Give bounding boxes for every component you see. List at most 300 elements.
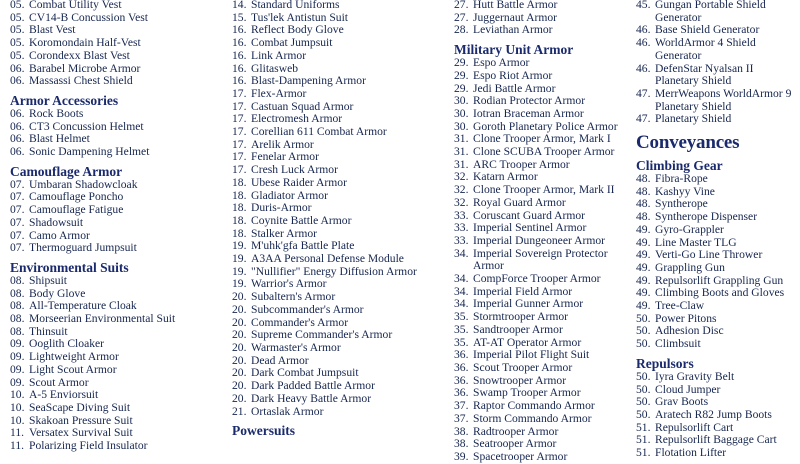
index-entry-title: Arelik Armor <box>251 137 314 151</box>
index-entry-title: Imperial Gunner Armor <box>473 297 584 311</box>
index-entry-title: Duris-Armor <box>251 201 312 215</box>
index-entry-title: Thermoguard Jumpsuit <box>29 241 137 255</box>
index-entry-list <box>454 57 628 464</box>
index-entry <box>232 0 446 12</box>
index-entry-page: 36. <box>454 348 469 362</box>
index-entry-title: "Nullifier" Energy Diffusion Armor <box>251 264 417 278</box>
index-entry-page: 19. <box>232 239 247 253</box>
subsection-heading: Climbing Gear <box>636 158 723 174</box>
index-entry-title: Blast Helmet <box>29 132 90 146</box>
index-entry-title: DefenStar Nyalsan II Planetary Shield <box>655 61 754 88</box>
index-entry-page: 30. <box>454 106 469 120</box>
index-entry <box>454 248 628 273</box>
index-entry <box>454 70 628 83</box>
index-entry-title: M'uhk'gfa Battle Plate <box>251 239 355 253</box>
index-entry <box>232 177 446 190</box>
index-entry <box>636 88 798 113</box>
index-entry-page: 11. <box>10 439 25 453</box>
index-entry-page: 36. <box>454 373 469 387</box>
index-entry <box>232 50 446 63</box>
index-entry-title: Grav Boots <box>655 395 709 409</box>
index-entry-page: 38. <box>454 424 469 438</box>
index-entry <box>232 37 446 50</box>
index-entry <box>636 173 798 186</box>
index-entry-title: Swamp Trooper Armor <box>473 386 581 400</box>
index-entry-page: 29. <box>454 56 469 70</box>
index-entry <box>454 413 628 426</box>
index-entry <box>232 304 446 317</box>
index-entry-page: 17. <box>232 163 247 177</box>
index-entry-page: 51. <box>636 433 651 447</box>
index-entry-page: 49. <box>636 222 651 236</box>
index-entry <box>454 57 628 70</box>
index-entry-page: 30. <box>454 94 469 108</box>
index-entry <box>636 0 798 24</box>
index-entry <box>636 409 798 422</box>
index-entry-list <box>10 0 224 88</box>
index-entry <box>232 164 446 177</box>
index-entry-page: 20. <box>232 340 247 354</box>
index-entry-title: Imperial Dungeoneer Armor <box>473 233 605 247</box>
subsection-heading: Repulsors <box>636 355 694 371</box>
index-entry-title: Gungan Portable Shield Generator <box>655 0 766 24</box>
index-entry-title: Koromondain Half-Vest <box>29 36 141 50</box>
index-entry-title: Commander's Armor <box>251 315 349 329</box>
index-entry-page: 29. <box>454 81 469 95</box>
index-entry <box>10 440 224 453</box>
index-entry-page: 14. <box>232 0 247 11</box>
index-entry-page: 36. <box>454 386 469 400</box>
index-entry-title: Leviathan Armor <box>473 23 553 37</box>
index-entry-page: 17. <box>232 137 247 151</box>
index-entry-title: Climbsuit <box>655 337 701 351</box>
index-entry-page: 27. <box>454 10 469 24</box>
index-entry-list <box>454 0 628 37</box>
index-entry-list <box>636 173 798 351</box>
index-entry-title: Camouflage Fatigue <box>29 203 124 217</box>
index-entry-title: Flex-Armor <box>251 86 307 100</box>
index-entry-page: 19. <box>232 277 247 291</box>
index-entry-title: Goroth Planetary Police Armor <box>473 119 618 133</box>
index-entry-page: 16. <box>232 61 247 75</box>
index-entry-page: 38. <box>454 437 469 451</box>
index-entry-title: CompForce Trooper Armor <box>473 272 601 286</box>
index-entry-page: 29. <box>454 68 469 82</box>
index-entry-page: 18. <box>232 175 247 189</box>
index-entry-page: 09. <box>10 350 25 364</box>
index-entry-page: 35. <box>454 335 469 349</box>
index-column-4 <box>636 0 798 460</box>
index-entry-page: 20. <box>232 290 247 304</box>
index-entry <box>232 380 446 393</box>
index-entry-page: 08. <box>10 273 25 287</box>
index-entry-title: Jedi Battle Armor <box>473 81 556 95</box>
index-entry-title: Gyro-Grappler <box>655 222 724 236</box>
index-entry-title: Massassi Chest Shield <box>29 74 133 88</box>
index-entry-title: Fibra-Rope <box>655 172 708 186</box>
index-entry-page: 39. <box>454 449 469 463</box>
index-entry-title: Syntherope <box>655 197 708 211</box>
index-entry-title: Cloud Jumper <box>655 382 721 396</box>
index-entry-page: 09. <box>10 362 25 376</box>
index-entry-page: 18. <box>232 188 247 202</box>
index-entry-page: 06. <box>10 106 25 120</box>
index-entry-page: 31. <box>454 157 469 171</box>
index-entry-page: 07. <box>10 241 25 255</box>
index-entry-title: Clone SCUBA Trooper Armor <box>473 145 615 159</box>
index-entry-title: Fenelar Armor <box>251 150 319 164</box>
index-entry <box>636 338 798 351</box>
index-entry-page: 19. <box>232 252 247 266</box>
index-entry-list <box>636 0 798 126</box>
index-entry-page: 50. <box>636 382 651 396</box>
index-entry-page: 07. <box>10 203 25 217</box>
index-entry-page: 20. <box>232 353 247 367</box>
index-entry-page: 49. <box>636 286 651 300</box>
index-entry-title: Dark Padded Battle Armor <box>251 379 375 393</box>
index-entry <box>10 0 224 12</box>
index-entry-page: 50. <box>636 407 651 421</box>
index-entry-title: Combat Jumpsuit <box>251 36 333 50</box>
index-entry-title: Ooglith Cloaker <box>29 337 105 351</box>
index-entry-page: 30. <box>454 119 469 133</box>
index-entry-page: 32. <box>454 170 469 184</box>
index-entry <box>10 217 224 230</box>
index-entry-page: 20. <box>232 315 247 329</box>
index-entry-title: Radtrooper Armor <box>473 424 559 438</box>
index-entry-page: 28. <box>454 23 469 37</box>
index-entry-page: 49. <box>636 235 651 249</box>
index-entry <box>454 0 628 12</box>
index-entry-page: 50. <box>636 395 651 409</box>
index-entry-title: Kashyy Vine <box>655 184 715 198</box>
index-entry-page: 09. <box>10 375 25 389</box>
index-entry <box>454 311 628 324</box>
index-entry-page: 37. <box>454 411 469 425</box>
index-entry-page: 20. <box>232 379 247 393</box>
index-entry-page: 50. <box>636 311 651 325</box>
index-entry-page: 50. <box>636 337 651 351</box>
index-entry-title: Planetary Shield <box>655 112 732 126</box>
index-entry-page: 08. <box>10 312 25 326</box>
index-entry-title: Tree-Claw <box>655 299 705 313</box>
index-entry-page: 21. <box>232 404 247 418</box>
index-entry-title: Iotran Braceman Armor <box>473 106 584 120</box>
index-entry <box>636 37 798 62</box>
index-entry <box>10 364 224 377</box>
index-entry-page: 50. <box>636 324 651 338</box>
index-entry-title: All-Temperature Cloak <box>29 299 137 313</box>
index-entry <box>232 342 446 355</box>
index-entry-title: Castuan Squad Armor <box>251 99 354 113</box>
index-entry-page: 20. <box>232 302 247 316</box>
index-entry-title: Warmaster's Armor <box>251 340 341 354</box>
index-entry-title: Coruscant Guard Armor <box>473 208 586 222</box>
index-entry-title: Lightweight Armor <box>29 350 119 364</box>
index-column-3 <box>454 0 636 463</box>
index-entry-title: Espo Armor <box>473 56 530 70</box>
index-entry-title: Blast-Dampening Armor <box>251 74 366 88</box>
index-entry-page: 51. <box>636 420 651 434</box>
index-entry <box>454 273 628 286</box>
index-entry-title: Rodian Protector Armor <box>473 94 586 108</box>
index-entry <box>10 275 224 288</box>
index-entry <box>10 351 224 364</box>
index-entry-title: Tus'lek Antistun Suit <box>251 10 349 24</box>
index-entry-title: Hutt Battle Armor <box>473 0 558 11</box>
index-entry-page: 31. <box>454 132 469 146</box>
index-entry-title: WorldArmor 4 Shield Generator <box>655 36 756 62</box>
index-entry-page: 47. <box>636 86 651 100</box>
index-entry <box>232 88 446 101</box>
index-entry-page: 20. <box>232 391 247 405</box>
index-entry <box>10 37 224 50</box>
index-entry-title: Supreme Commander's Armor <box>251 328 393 342</box>
section-heading: Conveyances <box>636 132 740 154</box>
index-entry <box>454 197 628 210</box>
index-entry-page: 07. <box>10 177 25 191</box>
index-entry-title: Flotation Lifter <box>655 446 727 460</box>
index-entry-page: 07. <box>10 215 25 229</box>
index-entry <box>232 253 446 266</box>
index-entry-list <box>10 108 224 159</box>
index-entry-title: Repulsorlift Grappling Gun <box>655 273 784 287</box>
index-entry <box>10 402 224 415</box>
index-entry <box>454 184 628 197</box>
index-entry-page: 05. <box>10 0 25 11</box>
index-entry-page: 27. <box>454 0 469 11</box>
index-entry <box>454 108 628 121</box>
index-entry-title: A-5 Enviorsuit <box>29 388 99 402</box>
index-entry-page: 19. <box>232 264 247 278</box>
index-entry-page: 10. <box>10 413 25 427</box>
index-entry-title: Verti-Go Line Thrower <box>655 248 763 262</box>
index-entry-page: 46. <box>636 61 651 75</box>
index-entry-title: Stormtrooper Armor <box>473 310 568 324</box>
index-entry-title: Reflect Body Glove <box>251 23 344 37</box>
index-entry <box>636 113 798 126</box>
index-entry-title: Espo Riot Armor <box>473 68 553 82</box>
index-entry-title: Dark Heavy Battle Armor <box>251 391 372 405</box>
index-entry-title: Power Pitons <box>655 311 717 325</box>
index-entry <box>10 146 224 159</box>
index-entry-page: 49. <box>636 273 651 287</box>
subsection-heading: Military Unit Armor <box>454 42 574 58</box>
index-entry-title: Camo Armor <box>29 228 90 242</box>
index-entry-page: 48. <box>636 197 651 211</box>
index-entry-title: Iyra Gravity Belt <box>655 369 735 383</box>
index-entry-page: 33. <box>454 221 469 235</box>
index-entry-page: 48. <box>636 184 651 198</box>
index-entry-page: 18. <box>232 226 247 240</box>
index-entry-title: Shipsuit <box>29 273 68 287</box>
index-entry-page: 05. <box>10 23 25 37</box>
index-entry-title: Rock Boots <box>29 106 84 120</box>
index-entry-page: 49. <box>636 248 651 262</box>
index-entry-title: Repulsorlift Baggage Cart <box>655 433 777 447</box>
index-entry-title: ARC Trooper Armor <box>473 157 570 171</box>
index-entry <box>10 75 224 88</box>
index-entry-title: Raptor Commando Armor <box>473 399 595 413</box>
index-entry-page: 46. <box>636 36 651 50</box>
index-entry-title: Gladiator Armor <box>251 188 328 202</box>
index-entry-page: 51. <box>636 446 651 460</box>
index-entry <box>10 50 224 63</box>
index-entry-list <box>10 179 224 255</box>
subsection-heading: Environmental Suits <box>10 259 129 275</box>
index-entry-title: SeaScape Diving Suit <box>29 400 131 414</box>
index-entry-list <box>232 0 446 418</box>
index-entry-title: Seatrooper Armor <box>473 437 557 451</box>
index-entry <box>636 262 798 275</box>
index-entry-title: Combat Utility Vest <box>29 0 122 11</box>
index-entry-title: Umbaran Shadowcloak <box>29 177 138 191</box>
index-entry-page: 32. <box>454 183 469 197</box>
index-entry-title: CV14-B Concussion Vest <box>29 10 148 24</box>
subsection-heading: Camouflage Armor <box>10 163 123 179</box>
index-entry <box>454 24 628 37</box>
index-entry-page: 16. <box>232 48 247 62</box>
index-entry-page: 16. <box>232 23 247 37</box>
index-entry-title: Standard Uniforms <box>251 0 340 11</box>
index-entry-title: Clone Trooper Armor, Mark II <box>473 183 615 197</box>
index-entry-title: Subaltern's Armor <box>251 290 336 304</box>
index-entry <box>454 362 628 375</box>
index-entry-page: 35. <box>454 310 469 324</box>
index-entry <box>232 291 446 304</box>
index-entry-page: 34. <box>454 272 469 286</box>
index-entry-title: Coynite Battle Armor <box>251 213 352 227</box>
index-entry-title: Royal Guard Armor <box>473 195 566 209</box>
index-entry-page: 18. <box>232 213 247 227</box>
index-entry-page: 17. <box>232 99 247 113</box>
index-entry-title: Syntherope Dispenser <box>655 210 758 224</box>
subsection-heading: Powersuits <box>232 423 295 439</box>
index-entry-title: Scout Armor <box>29 375 89 389</box>
index-entry-title: Line Master TLG <box>655 235 737 249</box>
index-entry-title: Link Armor <box>251 48 307 62</box>
index-entry-page: 08. <box>10 324 25 338</box>
index-entry-title: Dead Armor <box>251 353 309 367</box>
index-entry-page: 36. <box>454 360 469 374</box>
index-entry-title: Aratech R82 Jump Boots <box>655 407 772 421</box>
index-entry-title: Light Scout Armor <box>29 362 117 376</box>
index-entry <box>10 313 224 326</box>
index-column-2 <box>232 0 454 450</box>
index-entry-page: 32. <box>454 195 469 209</box>
index-entry-page: 05. <box>10 10 25 24</box>
index-entry-page: 11. <box>10 426 25 440</box>
index-entry-page: 20. <box>232 366 247 380</box>
index-entry-title: MerrWeapons WorldArmor 9 Planetary Shield <box>655 86 792 113</box>
index-entry-page: 48. <box>636 172 651 186</box>
index-entry-page: 06. <box>10 145 25 159</box>
index-entry-title: Barabel Microbe Armor <box>29 61 141 75</box>
index-entry-title: Imperial Field Armor <box>473 284 573 298</box>
index-entry-title: Polarizing Field Insulator <box>29 439 148 453</box>
index-entry-page: 06. <box>10 119 25 133</box>
index-entry <box>454 400 628 413</box>
index-entry <box>454 146 628 159</box>
index-entry <box>454 235 628 248</box>
index-entry-title: Glitasweb <box>251 61 299 75</box>
index-entry-title: Scout Trooper Armor <box>473 360 573 374</box>
index-entry-title: Base Shield Generator <box>655 23 760 37</box>
index-entry-title: Body Glove <box>29 286 86 300</box>
index-entry-title: Morseerian Environmental Suit <box>29 312 176 326</box>
index-entry <box>454 451 628 464</box>
index-entry-title: Ubese Raider Armor <box>251 175 347 189</box>
index-entry-title: Versatex Survival Suit <box>29 426 133 440</box>
index-entry-title: A3AA Personal Defense Module <box>251 252 404 266</box>
index-entry <box>454 438 628 451</box>
index-entry-title: Juggernaut Armor <box>473 10 558 24</box>
index-entry <box>232 126 446 139</box>
index-entry-title: Katarn Armor <box>473 170 538 184</box>
index-entry <box>636 211 798 224</box>
index-entry-title: Imperial Sentinel Armor <box>473 221 587 235</box>
index-entry-page: 45. <box>636 0 651 11</box>
index-entry-page: 34. <box>454 297 469 311</box>
index-entry-title: Camouflage Poncho <box>29 190 124 204</box>
index-entry <box>636 63 798 88</box>
index-entry-page: 05. <box>10 48 25 62</box>
index-entry-page: 07. <box>10 190 25 204</box>
index-entry <box>232 406 446 419</box>
index-entry-title: Imperial Sovereign Protector Armor <box>473 246 608 273</box>
index-entry-title: Cresh Luck Armor <box>251 163 338 177</box>
index-entry-page: 15. <box>232 10 247 24</box>
index-entry-title: Snowtrooper Armor <box>473 373 567 387</box>
index-column-1 <box>10 0 232 453</box>
index-entry-title: Corellian 611 Combat Armor <box>251 125 387 139</box>
index-entry-page: 35. <box>454 322 469 336</box>
index-entry-page: 50. <box>636 369 651 383</box>
index-entry-page: 34. <box>454 246 469 260</box>
index-entry-page: 17. <box>232 125 247 139</box>
subsection-heading: Armor Accessories <box>10 92 119 108</box>
index-entry-title: Warrior's Armor <box>251 277 327 291</box>
index-entry-title: CT3 Concussion Helmet <box>29 119 144 133</box>
index-entry-title: Shadowsuit <box>29 215 84 229</box>
index-entry-page: 49. <box>636 299 651 313</box>
index-entry-page: 49. <box>636 260 651 274</box>
index-entry-title: Corondexx Blast Vest <box>29 48 130 62</box>
index-entry-title: Sonic Dampening Helmet <box>29 145 150 159</box>
index-entry <box>10 204 224 217</box>
index-entry <box>454 324 628 337</box>
index-entry-page: 10. <box>10 400 25 414</box>
index-entry-title: Grappling Gun <box>655 260 725 274</box>
index-entry-title: Ortaslak Armor <box>251 404 324 418</box>
index-entry-title: Imperial Pilot Flight Suit <box>473 348 590 362</box>
index-entry-page: 16. <box>232 36 247 50</box>
index-entry-page: 09. <box>10 337 25 351</box>
index-entry-list <box>636 371 798 460</box>
index-entry-page: 16. <box>232 74 247 88</box>
index-entry-title: Storm Commando Armor <box>473 411 592 425</box>
index-entry <box>636 371 798 384</box>
index-entry-page: 20. <box>232 328 247 342</box>
index-entry-page: 17. <box>232 86 247 100</box>
index-entry <box>10 108 224 121</box>
index-entry-title: Sandtrooper Armor <box>473 322 563 336</box>
index-entry-page: 37. <box>454 399 469 413</box>
index-entry-page: 18. <box>232 201 247 215</box>
index-entry <box>636 300 798 313</box>
index-entry-page: 08. <box>10 299 25 313</box>
index-columns <box>10 0 792 463</box>
